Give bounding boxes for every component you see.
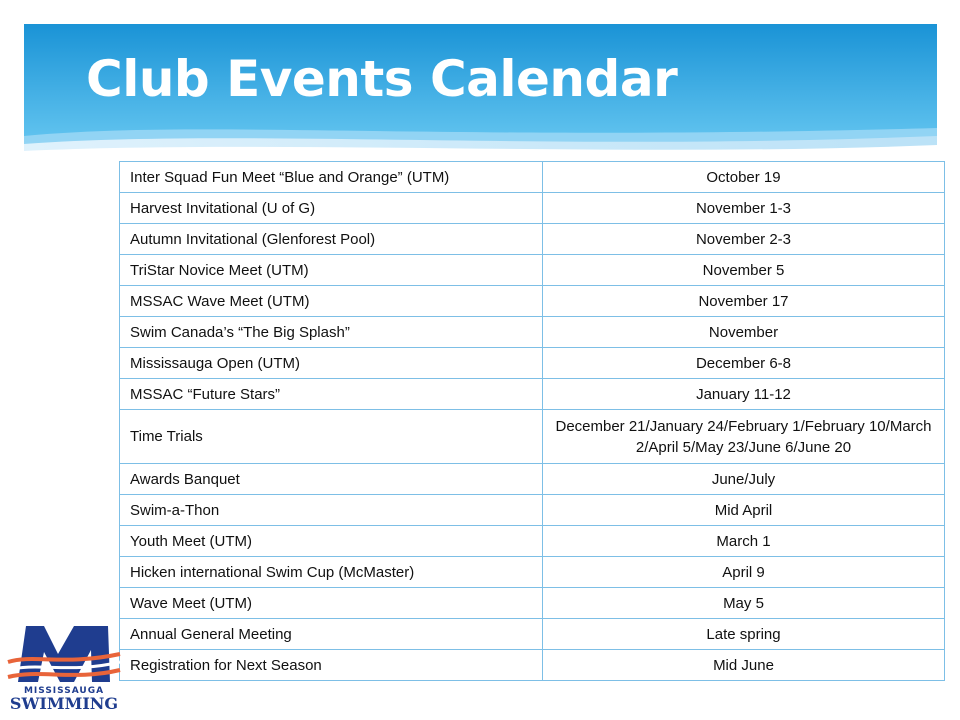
events-table-body	[120, 162, 945, 681]
event-name-cell: Mississauga Open (UTM)	[120, 348, 543, 379]
table-row	[120, 162, 945, 193]
event-date-cell: November 17	[543, 286, 945, 317]
event-name-cell: Hicken international Swim Cup (McMaster)	[120, 557, 543, 588]
table-row	[120, 619, 945, 650]
event-name-cell: Inter Squad Fun Meet “Blue and Orange” (UTM)	[120, 162, 543, 193]
event-date-cell: Late spring	[543, 619, 945, 650]
event-name-cell: Youth Meet (UTM)	[120, 526, 543, 557]
table-row	[120, 193, 945, 224]
event-date-cell: Mid June	[543, 650, 945, 681]
event-name-cell: TriStar Novice Meet (UTM)	[120, 255, 543, 286]
event-name-cell: MSSAC “Future Stars”	[120, 379, 543, 410]
event-name-cell: Awards Banquet	[120, 464, 543, 495]
event-date-cell: June/July	[543, 464, 945, 495]
event-date-cell: November 5	[543, 255, 945, 286]
logo-line1: MISSISSAUGA	[23, 686, 105, 696]
table-row	[120, 410, 945, 464]
event-name-cell: Annual General Meeting	[120, 619, 543, 650]
event-date-cell: March 1	[543, 526, 945, 557]
event-date-cell: November	[543, 317, 945, 348]
event-date-cell: April 9	[543, 557, 945, 588]
event-date-cell: December 21/January 24/February 1/February 10/March 2/April 5/May 23/June 6/June 20	[543, 410, 945, 464]
table-row	[120, 286, 945, 317]
event-name-cell: Harvest Invitational (U of G)	[120, 193, 543, 224]
event-date-cell: January 11-12	[543, 379, 945, 410]
event-date-cell: Mid April	[543, 495, 945, 526]
table-row	[120, 224, 945, 255]
logo-line2: SWIMMING	[9, 694, 119, 712]
logo-m-icon	[4, 620, 124, 712]
event-date-cell: November 2-3	[543, 224, 945, 255]
event-name-cell: MSSAC Wave Meet (UTM)	[120, 286, 543, 317]
table-row	[120, 379, 945, 410]
event-name-cell: Swim Canada’s “The Big Splash”	[120, 317, 543, 348]
events-table	[119, 161, 945, 681]
event-name-cell: Autumn Invitational (Glenforest Pool)	[120, 224, 543, 255]
event-date-cell: December 6-8	[543, 348, 945, 379]
table-row	[120, 317, 945, 348]
title-banner	[24, 24, 937, 158]
table-row	[120, 464, 945, 495]
event-name-cell: Registration for Next Season	[120, 650, 543, 681]
mississauga-swimming-logo	[4, 620, 124, 712]
table-row	[120, 495, 945, 526]
table-row	[120, 588, 945, 619]
event-date-cell: October 19	[543, 162, 945, 193]
event-name-cell: Wave Meet (UTM)	[120, 588, 543, 619]
page-title: Club Events Calendar	[86, 50, 678, 108]
event-name-cell: Swim-a-Thon	[120, 495, 543, 526]
table-row	[120, 557, 945, 588]
table-row	[120, 526, 945, 557]
event-date-cell: May 5	[543, 588, 945, 619]
table-row	[120, 348, 945, 379]
table-row	[120, 255, 945, 286]
table-row	[120, 650, 945, 681]
event-date-cell: November 1-3	[543, 193, 945, 224]
event-name-cell: Time Trials	[120, 410, 543, 464]
